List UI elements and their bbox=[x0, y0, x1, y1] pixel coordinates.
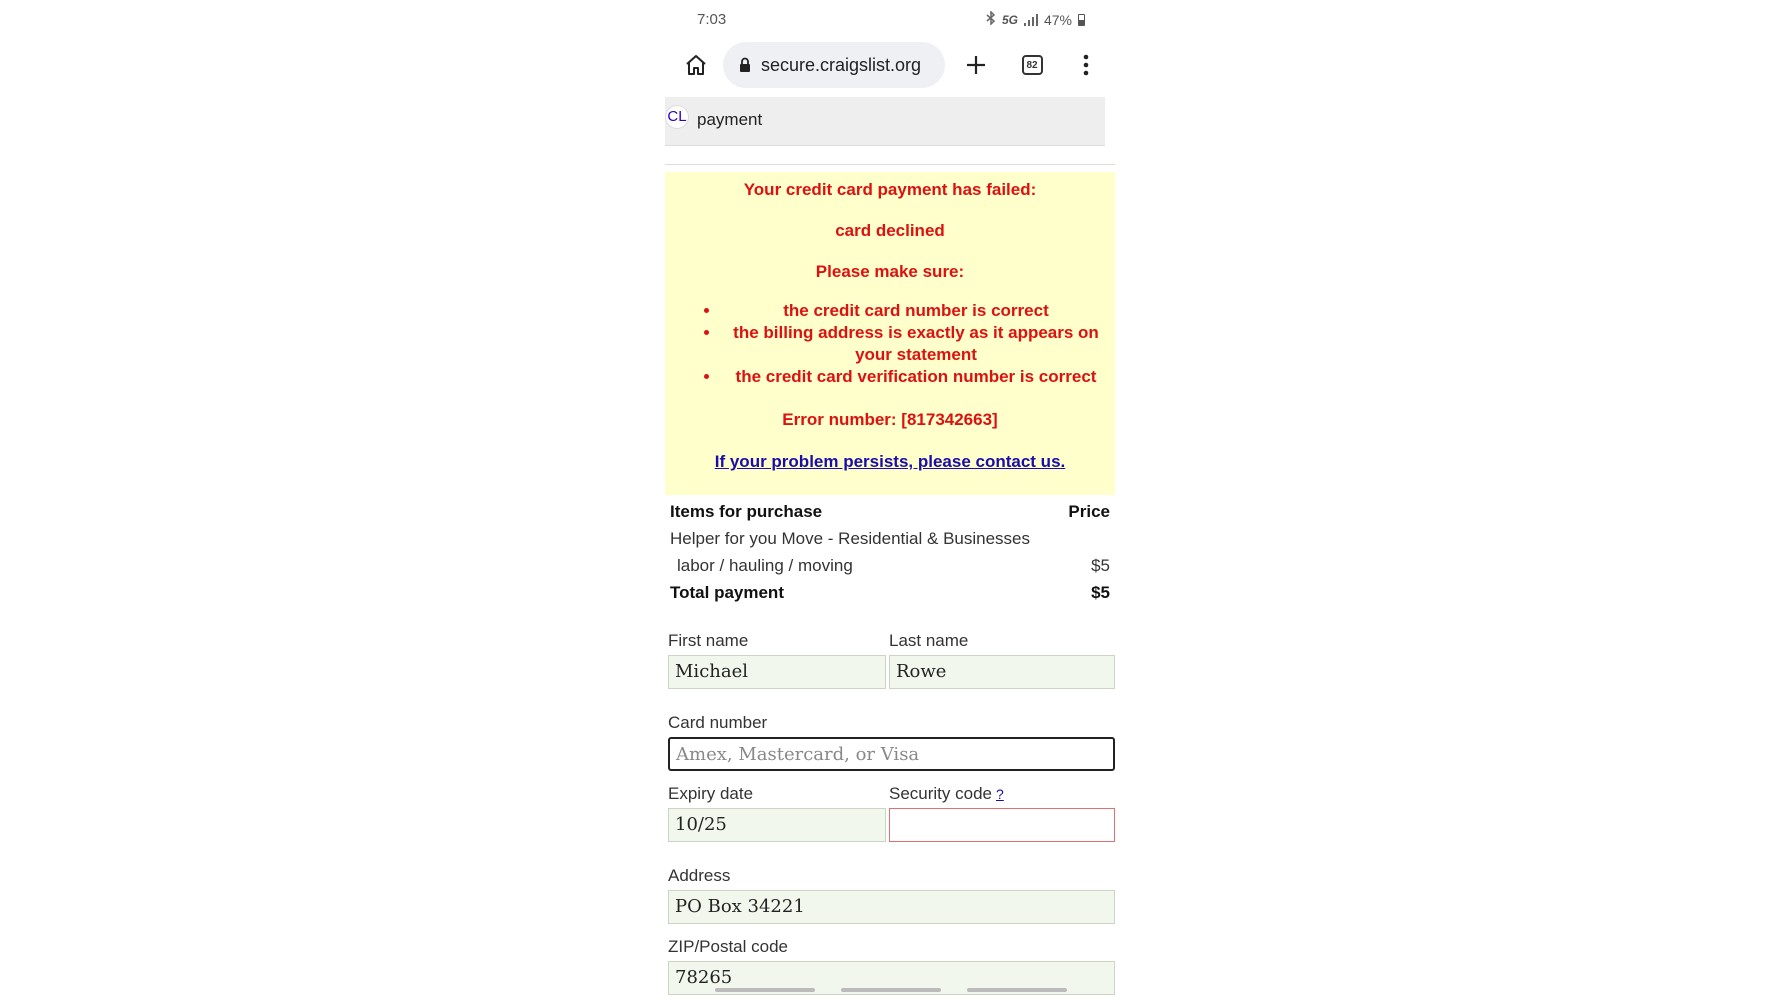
page-title: payment bbox=[697, 110, 763, 129]
card-number-label: Card number bbox=[668, 713, 768, 732]
url-text: secure.craigslist.org bbox=[761, 54, 922, 75]
error-checklist bbox=[721, 300, 1111, 388]
first-name-label: First name bbox=[668, 631, 749, 650]
address-bar[interactable] bbox=[723, 42, 945, 88]
header-divider bbox=[665, 164, 1115, 165]
phone-screen bbox=[665, 0, 1115, 1000]
error-title: Your credit card payment has failed: bbox=[743, 180, 1037, 199]
page-header bbox=[665, 97, 1105, 146]
home-button[interactable] bbox=[679, 48, 713, 82]
price-column-header: Price bbox=[1068, 502, 1110, 521]
zip-field[interactable]: 78265 bbox=[668, 961, 1115, 995]
lock-icon bbox=[739, 57, 751, 73]
item-row bbox=[670, 529, 1110, 553]
expiry-date-field[interactable]: 10/25 bbox=[668, 808, 886, 842]
security-code-field[interactable] bbox=[889, 808, 1115, 842]
security-code-help-link[interactable]: ? bbox=[996, 786, 1004, 802]
bluetooth-icon bbox=[986, 11, 996, 28]
payment-error-box bbox=[665, 172, 1115, 495]
error-number: Error number: [817342663] bbox=[782, 410, 998, 429]
status-icons bbox=[986, 11, 1085, 28]
address-label: Address bbox=[668, 866, 731, 885]
security-code-label bbox=[889, 784, 1004, 804]
browser-toolbar bbox=[665, 40, 1115, 90]
nav-indicator bbox=[715, 988, 815, 992]
total-value: $5 bbox=[1091, 583, 1110, 602]
battery-icon bbox=[1078, 14, 1085, 26]
item-category-row bbox=[670, 556, 1110, 580]
error-instructions: Please make sure: bbox=[815, 262, 965, 281]
item-price: $5 bbox=[1091, 556, 1110, 575]
error-reason: card declined bbox=[835, 221, 945, 240]
nav-indicator bbox=[841, 988, 941, 992]
purchase-header-row bbox=[670, 502, 1110, 526]
zip-label: ZIP/Postal code bbox=[668, 937, 789, 956]
nav-indicator bbox=[967, 988, 1067, 992]
status-bar bbox=[665, 0, 1115, 38]
total-row bbox=[670, 583, 1110, 607]
signal-icon bbox=[1024, 14, 1038, 26]
battery-percent: 47% bbox=[1043, 11, 1072, 28]
items-column-header: Items for purchase bbox=[670, 502, 823, 521]
error-checklist-item: • the billing address is exactly as it appears on your statement bbox=[721, 322, 1111, 366]
plus-icon bbox=[965, 54, 987, 76]
error-checklist-item: • the credit card verification number is correct bbox=[721, 366, 1111, 388]
contact-us-link[interactable]: If your problem persists, please contact us. bbox=[714, 452, 1066, 471]
tab-switcher-button[interactable] bbox=[1015, 48, 1049, 82]
item-name: Helper for you Move - Residential & Businesses bbox=[670, 529, 1030, 548]
total-label: Total payment bbox=[670, 583, 784, 602]
expiry-date-label: Expiry date bbox=[668, 784, 754, 803]
last-name-field[interactable]: Rowe bbox=[889, 655, 1115, 689]
more-vertical-icon bbox=[1083, 54, 1089, 76]
home-icon bbox=[684, 53, 708, 77]
first-name-field[interactable]: Michael bbox=[668, 655, 886, 689]
new-tab-button[interactable] bbox=[959, 48, 993, 82]
network-type: 5G bbox=[1001, 12, 1018, 27]
address-field[interactable]: PO Box 34221 bbox=[668, 890, 1115, 924]
browser-menu-button[interactable] bbox=[1073, 48, 1099, 82]
craigslist-logo[interactable]: CL bbox=[665, 105, 689, 129]
card-number-field[interactable]: Amex, Mastercard, or Visa bbox=[668, 737, 1115, 771]
error-checklist-item: • the credit card number is correct bbox=[721, 300, 1111, 322]
item-category: labor / hauling / moving bbox=[677, 556, 853, 575]
security-code-label-text: Security code bbox=[889, 784, 992, 803]
tab-count: 82 bbox=[1022, 55, 1043, 75]
last-name-label: Last name bbox=[889, 631, 969, 650]
status-time: 7:03 bbox=[697, 11, 727, 28]
